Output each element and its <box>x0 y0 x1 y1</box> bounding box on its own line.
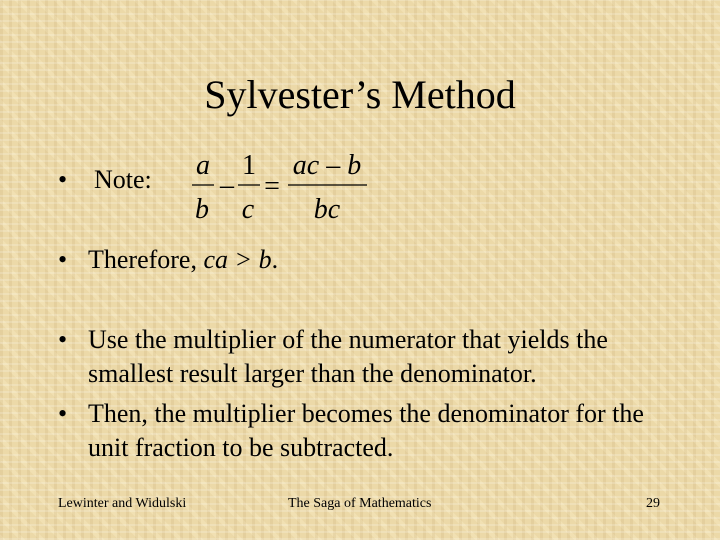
bullet-dot: • <box>58 325 68 354</box>
multiplier-text: Use the multiplier of the numerator that yields the smallest result larger than the denominator. <box>88 325 608 388</box>
therefore-prefix: Therefore, <box>88 245 204 274</box>
slide-title: Sylvester’s Method <box>204 72 516 117</box>
footer-book-title: The Saga of Mathematics <box>288 496 432 511</box>
result-denominator: bc <box>313 194 341 225</box>
note-label: Note: <box>94 165 152 194</box>
footer-page-number: 29 <box>646 496 660 511</box>
therefore-expression: ca > b <box>203 245 272 274</box>
bullet-dot: • <box>58 399 68 428</box>
therefore-suffix: . <box>271 245 279 274</box>
bullet-dot: • <box>58 165 68 194</box>
fraction-equation <box>190 148 380 226</box>
term2-denominator: c <box>241 194 255 225</box>
footer-authors: Lewinter and Widulski <box>58 496 187 511</box>
therefore-text <box>88 243 278 277</box>
minus-sign: – <box>220 170 234 201</box>
bullet-dot: • <box>58 245 68 274</box>
equals-sign: = <box>264 171 280 202</box>
result-numerator: ac – b <box>292 150 362 181</box>
term1-denominator: b <box>195 194 209 225</box>
term2-numerator: 1 <box>242 150 256 181</box>
term1-numerator: a <box>196 150 210 181</box>
then-text: Then, the multiplier becomes the denominator for the unit fraction to be subtracted. <box>88 399 644 462</box>
